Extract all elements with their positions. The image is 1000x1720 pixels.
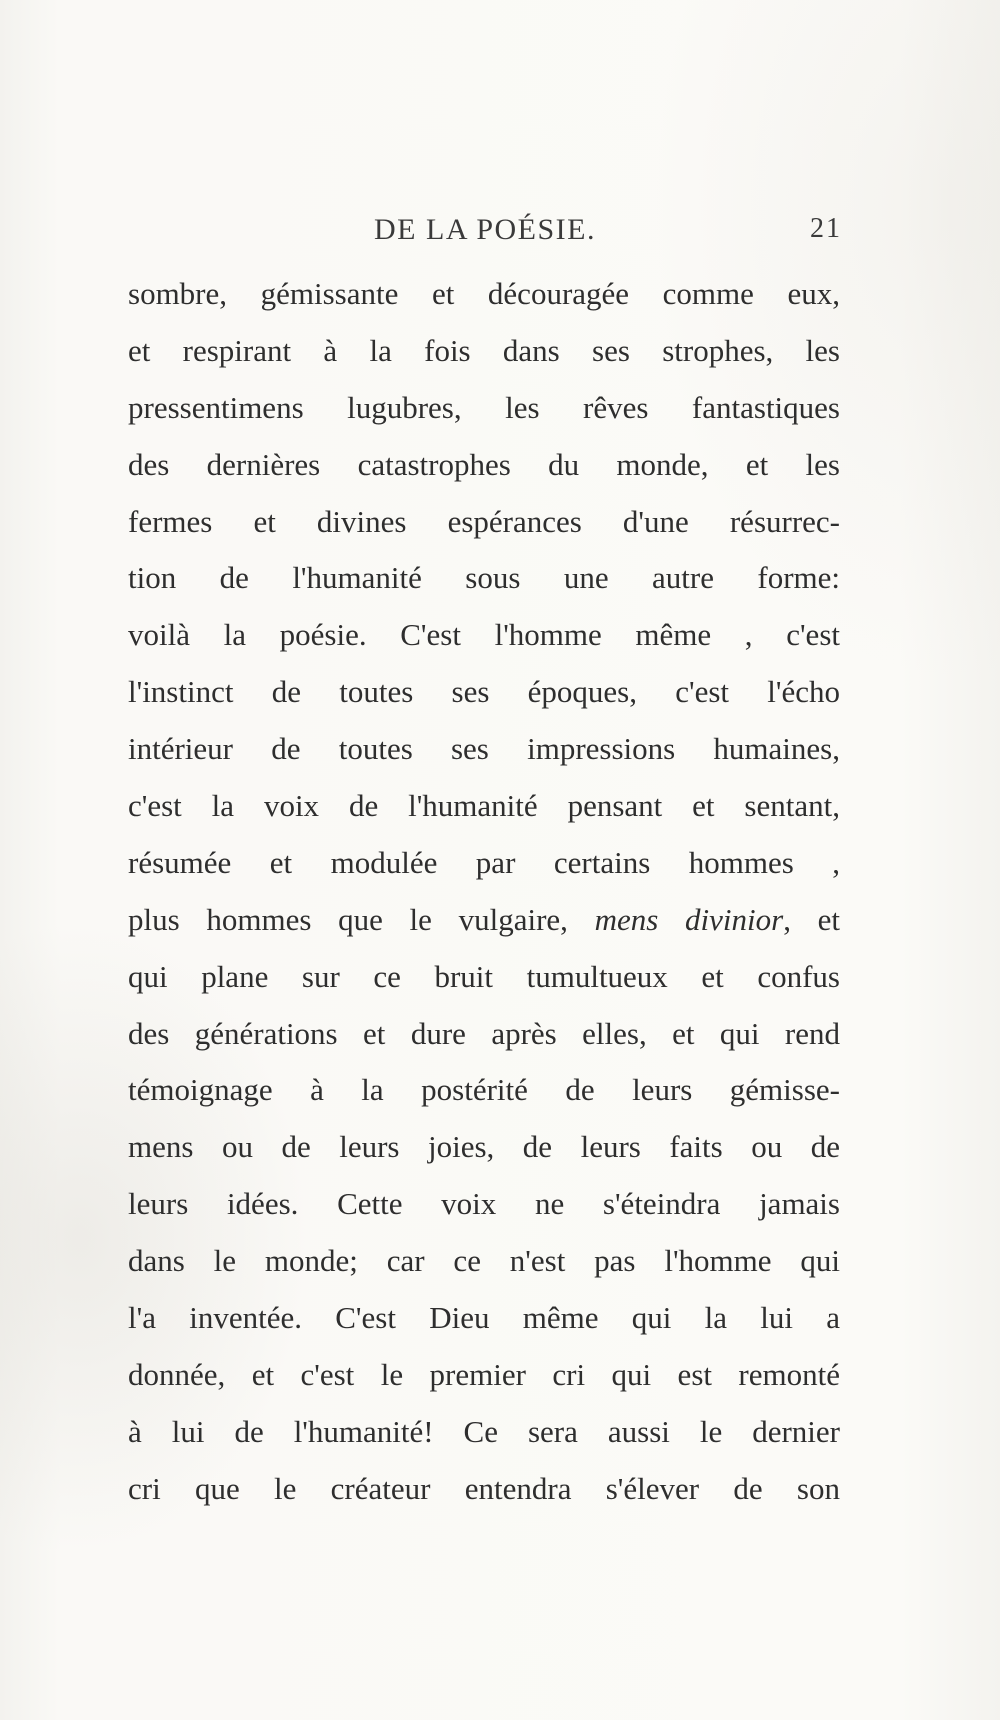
text-line: témoignage à la postérité de leurs gémisse- [128,1072,840,1108]
text-line: mens ou de leurs joies, de leurs faits ou de [128,1129,840,1165]
text-line: qui plane sur ce bruit tumultueux et confus [128,958,840,994]
text-line: tion de l'humanité sous une autre forme: [128,560,840,596]
text-line: à lui de l'humanité! Ce sera aussi le dernier [128,1413,840,1449]
text-line: des dernières catastrophes du monde, et les [128,446,840,482]
text-line: intérieur de toutes ses impressions humaines, [128,731,840,767]
line-text-before-italic: plus hommes que le vulgaire, [128,901,595,937]
running-head [128,213,842,253]
running-title: DE LA POÉSIE. [374,213,596,246]
text-line: leurs idées. Cette voix ne s'éteindra jamais [128,1186,840,1222]
text-line: donnée, et c'est le premier cri qui est remonté [128,1356,840,1392]
text-line: dans le monde; car ce n'est pas l'homme qui [128,1243,840,1279]
text-line: voilà la poésie. C'est l'homme même , c'est [128,617,840,653]
text-line: c'est la voix de l'humanité pensant et sentant, [128,788,840,824]
text-line-with-italic [128,892,840,949]
text-line: résumée et modulée par certains hommes , [128,844,840,880]
text-line: des générations et dure après elles, et qui rend [128,1015,840,1051]
body-text [128,266,840,1518]
text-line: et respirant à la fois dans ses strophes, les [128,332,840,368]
text-line: sombre, gémissante et découragée comme eux, [128,276,840,311]
line-text-after-italic: , et [783,901,840,937]
text-line: fermes et divines espérances d'une résurrec- [128,503,840,539]
text-line: l'a inventée. C'est Dieu même qui la lui a [128,1300,840,1336]
italic-phrase: mens divinior [594,901,784,937]
text-line: l'instinct de toutes ses époques, c'est l'écho [128,674,840,710]
text-line: cri que le créateur entendra s'élever de son [128,1470,840,1506]
page-number: 21 [810,213,842,244]
text-line: pressentimens lugubres, les rêves fantastiques [128,389,840,425]
